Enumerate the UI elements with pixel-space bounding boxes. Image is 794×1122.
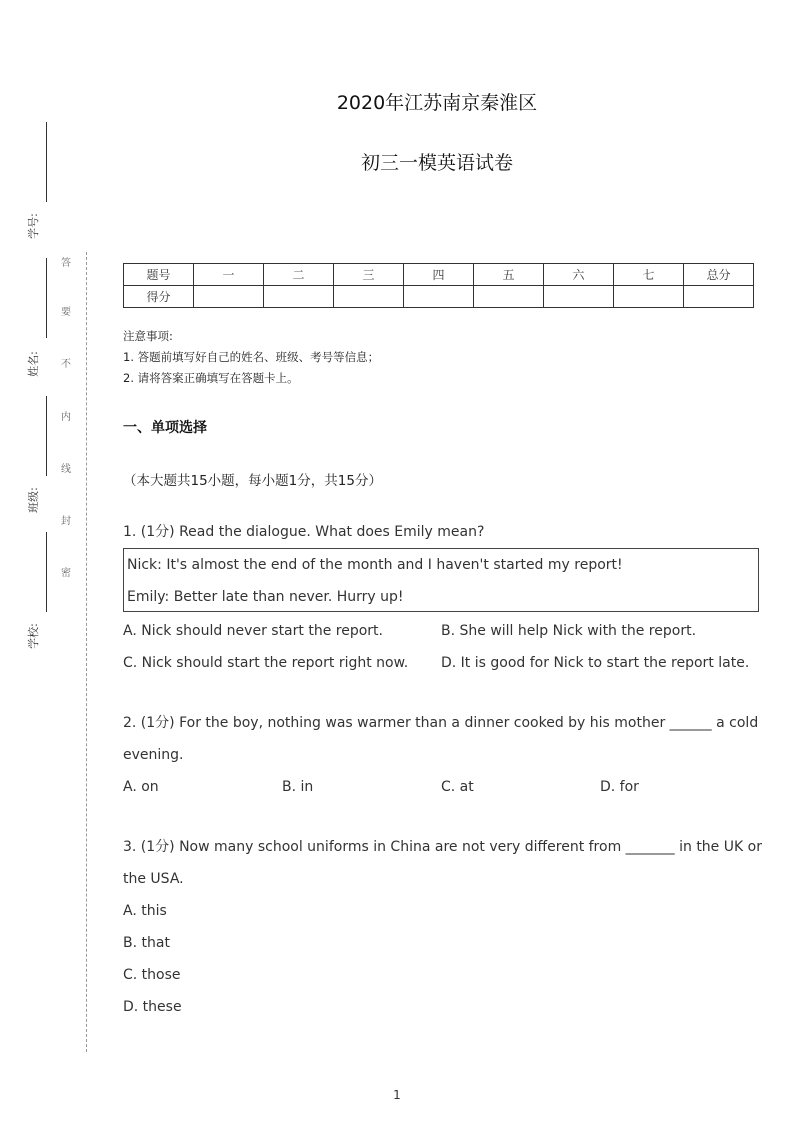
score-table-cell — [404, 286, 474, 308]
dialogue-line: Emily: Better late than never. Hurry up! — [127, 589, 404, 605]
school-line — [46, 532, 47, 612]
question-2-option-a: A. on — [123, 779, 159, 795]
exam-title-line1: 2020年江苏南京秦淮区 — [336, 92, 538, 114]
student-id-line — [46, 122, 47, 202]
section-heading: 一、单项选择 — [123, 420, 207, 436]
notes-item: 2. 请将答案正确填写在答题卡上。 — [123, 371, 299, 385]
dialogue-line: Nick: It's almost the end of the month and I haven't started my report! — [127, 557, 623, 573]
score-table-cell — [544, 286, 614, 308]
seal-char: 内 — [61, 412, 71, 423]
score-table-cell: 三 — [334, 264, 404, 286]
question-3-option-b: B. that — [123, 935, 170, 951]
question-1-option-b: B. She will help Nick with the report. — [441, 623, 697, 639]
question-3-stem-line: 3. (1分) Now many school uniforms in China are not very different from _______ in the UK or — [123, 839, 762, 855]
score-table-cell: 一 — [194, 264, 264, 286]
notes-heading: 注意事项: — [123, 329, 173, 343]
score-table-cell — [334, 286, 404, 308]
score-table-cell: 题号 — [124, 264, 194, 286]
score-table-cell — [684, 286, 754, 308]
question-2-option-c: C. at — [441, 779, 474, 795]
seal-char: 封 — [61, 516, 71, 527]
class-line — [46, 396, 47, 476]
question-2-stem-line: 2. (1分) For the boy, nothing was warmer than a dinner cooked by his mother ______ a cold — [123, 715, 759, 731]
question-2-option-b: B. in — [282, 779, 314, 795]
score-table-cell — [264, 286, 334, 308]
question-1-option-d: D. It is good for Nick to start the report late. — [441, 655, 750, 671]
student-id-label: 学号: — [26, 213, 40, 239]
page-number: 1 — [393, 1088, 401, 1102]
score-table — [123, 263, 754, 308]
exam-title-line2: 初三一模英语试卷 — [360, 152, 513, 174]
score-table-cell: 总分 — [684, 264, 754, 286]
seal-char: 线 — [61, 464, 71, 475]
question-3-option-c: C. those — [123, 967, 181, 983]
question-1-option-c: C. Nick should start the report right now. — [123, 655, 409, 671]
name-label: 姓名: — [26, 351, 40, 377]
score-table-cell: 四 — [404, 264, 474, 286]
score-table-cell: 二 — [264, 264, 334, 286]
class-label: 班级: — [26, 487, 40, 513]
score-table-cell: 七 — [614, 264, 684, 286]
score-table-cell: 六 — [544, 264, 614, 286]
exam-notes — [123, 326, 379, 389]
question-2-stem-line: evening. — [123, 747, 184, 763]
section-description: （本大题共15小题，每小题1分，共15分） — [123, 473, 382, 489]
seal-char: 不 — [61, 359, 71, 370]
score-table-cell — [614, 286, 684, 308]
name-line — [46, 258, 47, 338]
question-1-option-a: A. Nick should never start the report. — [123, 623, 383, 639]
question-3-stem-line: the USA. — [123, 871, 184, 887]
question-2-option-d: D. for — [600, 779, 639, 795]
score-table-cell — [474, 286, 544, 308]
question-1-stem: 1. (1分) Read the dialogue. What does Emily mean? — [123, 524, 485, 540]
question-3-stem — [123, 831, 763, 895]
score-table-cell: 五 — [474, 264, 544, 286]
seal-char: 要 — [61, 307, 71, 318]
score-table-score-row — [124, 286, 754, 308]
seal-char: 密 — [61, 568, 71, 579]
score-table-cell: 得分 — [124, 286, 194, 308]
score-table-header-row — [124, 264, 754, 286]
seal-char: 答 — [61, 258, 71, 269]
score-table-cell — [194, 286, 264, 308]
question-2-stem — [123, 707, 763, 771]
school-label: 学校: — [26, 623, 40, 649]
seal-dashed-line — [86, 252, 87, 1052]
question-3-option-a: A. this — [123, 903, 167, 919]
question-3-option-d: D. these — [123, 999, 182, 1015]
notes-item: 1. 答题前填写好自己的姓名、班级、考号等信息； — [123, 350, 380, 364]
question-1-dialogue-box — [123, 548, 759, 612]
